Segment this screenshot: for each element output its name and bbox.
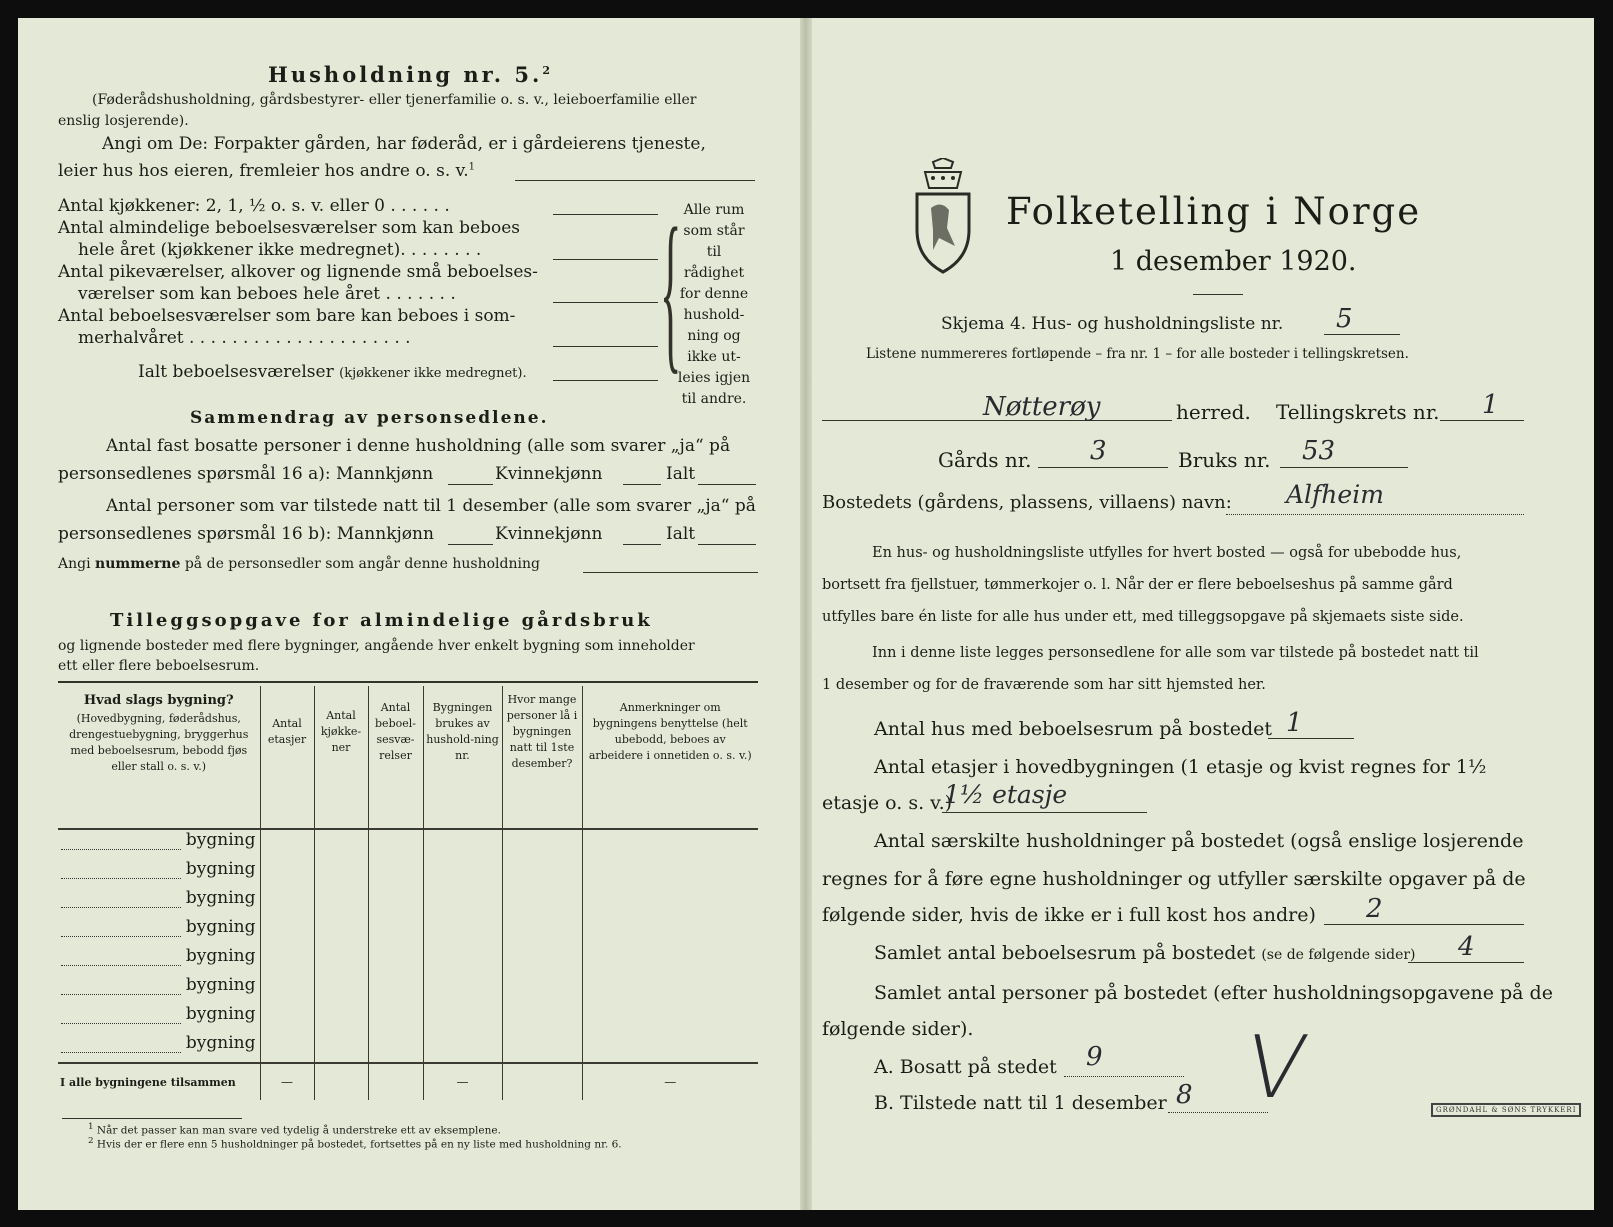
side-note-line: leies igjen [677,370,751,386]
bruks-line[interactable] [1280,467,1408,468]
tilstede-value: 8 [1176,1080,1193,1110]
row-label: bygning [58,859,260,888]
listene-note: Listene nummereres fortløpende – fra nr. 1 – for alle bosteder i tellingskretsen. [866,346,1409,362]
info1-line-3: utfylles bare én liste for alle hus under ett, med tilleggsopgave på skjemaets siste side. [822,609,1464,625]
table-row[interactable] [58,829,758,859]
tillegg-line-2: ett eller flere beboelsesrum. [58,658,260,674]
16b-total-label: Ialt [666,524,696,544]
samlet-rum-value: 4 [1458,932,1475,962]
16a-male-line[interactable] [448,484,493,485]
row-label: bygning [58,829,260,859]
footnote-rule [62,1118,242,1119]
side-note-line: ning og [687,328,741,344]
etasjer-line-1: Antal etasjer i hovedbygningen (1 etasje og kvist regnes for 1½ [874,756,1487,778]
herred-value: Nøtterøy [983,392,1101,422]
summary-line-1: Antal fast bosatte personer i denne husholdning (alle som svarer „ja“ på [106,436,731,456]
skjema-label: Skjema 4. Hus- og husholdningsliste nr. [941,314,1284,334]
side-note-line: rådighet [683,265,745,281]
samlet-rum-line[interactable] [1408,962,1524,963]
table-row[interactable] [58,975,758,1004]
summary-16b-label: personsedlenes spørsmål 16 b): Mannkjønn [58,524,434,544]
16b-total-line[interactable] [698,544,756,545]
table-row[interactable] [58,946,758,975]
rooms-brace: { [660,191,682,389]
nummerne-line: Angi nummerne på de personsedler som angår denne husholdning [58,556,540,572]
footnote-1: $^1$ Når det passer kan man svare ved tydelig å understreke ett av eksemplene. [88,1122,501,1137]
tilstede-label: B. Tilstede natt til 1 desember [874,1092,1167,1114]
skjema-nr-line[interactable] [1324,334,1400,335]
etasjer-line[interactable] [942,812,1147,813]
census-date: 1 desember 1920. [1110,246,1357,277]
summary-line-2: Antal personer som var tilstede natt til 1 desember (alle som svarer „ja“ på [106,496,756,516]
bosted-label: Bostedets (gårdens, plassens, villaens) navn: [822,492,1232,513]
row-label: bygning [58,1033,260,1063]
col-floors: Antal etasjer [260,686,314,829]
intro-line-1: (Føderådshusholdning, gårdsbestyrer- eller tjenerfamilie o. s. v., leieboerfamilie eller [92,92,697,108]
row-label: bygning [58,946,260,975]
ialt-rooms-answer-line[interactable] [553,380,658,381]
row-label: bygning [58,888,260,917]
gards-line[interactable] [1038,467,1168,468]
info2-line-1: Inn i denne liste legges personsedlene for alle som var tilstede på bostedet natt til [872,645,1479,661]
household-title: Husholdning nr. 5.$^2$ [268,62,553,87]
col-persons: Hvor mange personer lå i bygningen natt til 1ste desember? [502,686,582,829]
rooms-line-5: værelser som kan beboes hele året . . . . . . . [78,284,456,304]
etasjer-line-2: etasje o. s. v.) [822,792,953,814]
col-kitchens: Antal kjøkke-ner [314,686,368,829]
side-note-line: Alle rum [683,202,745,218]
bosatt-label: A. Bosatt på stedet [874,1056,1057,1078]
table-header-row [58,686,758,829]
saerskilte-line-3: følgende sider, hvis de ikke er i full kost hos andre) [822,904,1316,926]
hus-value: 1 [1286,708,1303,738]
total-floors-dash: — [260,1063,314,1100]
total-remarks-dash: — [582,1063,758,1100]
saerskilte-line-2: regnes for å føre egne husholdninger og utfyller særskilte opgaver på de [822,868,1526,890]
checkmark: V [1237,1018,1314,1118]
samlet-pers-line-2: følgende sider). [822,1018,974,1040]
tillegg-rule [58,681,758,683]
samlet-rum-label: Samlet antal beboelsesrum på bostedet (se de følgende sider) [874,942,1416,964]
rooms-line-4: Antal pikeværelser, alkover og lignende små beboelses- [58,262,538,282]
16a-female-line[interactable] [623,484,661,485]
16b-female-label: Kvinnekjønn [495,524,603,544]
side-note-line: til andre. [681,391,747,407]
table-row[interactable] [58,888,758,917]
row-label: bygning [58,917,260,946]
summary-title: Sammendrag av personsedlene. [190,408,549,428]
bosatt-line[interactable] [1064,1076,1184,1077]
rooms-line-1: Antal kjøkkener: 2, 1, ½ o. s. v. eller 0 . . . . . . [58,196,450,216]
summer-rooms-answer-line[interactable] [553,346,658,347]
norway-coat-of-arms-icon [911,158,975,274]
table-row[interactable] [58,1033,758,1063]
rooms-line-6: Antal beboelsesværelser som bare kan beboes i som- [58,306,516,326]
info1-line-2: bortsett fra fjellstuer, tømmerkojer o. l. Når der er flere beboelseshus på samme gård [822,577,1453,593]
footnote-2: $^2$ Hvis der er flere enn 5 husholdninger på bostedet, fortsettes på en ny liste med husholdning nr. 6. [88,1136,622,1151]
buildings-table [58,686,758,1100]
hus-line[interactable] [1268,738,1354,739]
title-divider [1193,294,1243,295]
16a-female-label: Kvinnekjønn [495,464,603,484]
tillegg-title: Tilleggsopgave for almindelige gårdsbruk [110,610,653,631]
row-label: bygning [58,975,260,1004]
hus-label: Antal hus med beboelsesrum på bostedet [874,718,1273,740]
16b-female-line[interactable] [623,544,661,545]
side-note-line: hushold- [683,307,745,323]
bosatt-value: 9 [1086,1042,1103,1072]
angi-line-1: Angi om De: Forpakter gården, har føderåd, er i gårdeierens tjeneste, [102,134,706,154]
angi-line-2: leier hus hos eieren, fremleier hos andre o. s. v.$^1$ [58,161,475,181]
total-label: I alle bygningene tilsammen [58,1063,260,1100]
gards-label: Gårds nr. [938,448,1032,472]
table-row[interactable] [58,917,758,946]
16a-total-line[interactable] [698,484,756,485]
page-fold [800,18,812,1210]
16b-male-line[interactable] [448,544,493,545]
census-sheet [18,18,1594,1210]
total-household-dash: — [423,1063,502,1100]
table-total-row [58,1063,758,1100]
tillegg-line-1: og lignende bosteder med flere bygninger, angående hver enkelt bygning som inneholder [58,638,695,654]
samlet-pers-line-1: Samlet antal personer på bostedet (efter husholdningsopgavene på de [874,982,1553,1004]
gards-value: 3 [1090,436,1107,466]
regular-rooms-answer-line[interactable] [553,259,658,260]
printer-stamp: GRØNDAHL & SØNS TRYKKERI [1431,1103,1581,1117]
bosted-value: Alfheim [1286,480,1384,509]
table-row[interactable] [58,1004,758,1033]
rooms-line-7: merhalvåret . . . . . . . . . . . . . . . . . . . . . [78,328,411,348]
main-title: Folketelling i Norge [1006,190,1422,233]
nummerne-answer-line[interactable] [583,572,758,573]
ialt-rooms-label: Ialt beboelsesværelser (kjøkkener ikke medregnet). [138,362,527,382]
table-row[interactable] [58,859,758,888]
krets-line[interactable] [1440,420,1524,421]
rooms-side-note [674,200,754,410]
krets-label: Tellingskrets nr. [1276,400,1440,424]
bruks-value: 53 [1302,436,1336,466]
herred-label: herred. [1176,400,1251,424]
small-rooms-answer-line[interactable] [553,302,658,303]
info1-line-1: En hus- og husholdningsliste utfylles for hvert bosted — også for ubebodde hus, [872,545,1462,561]
saerskilte-line-1: Antal særskilte husholdninger på bostedet (også enslige losjerende [874,830,1524,852]
col-rooms: Antal beboel-sesvæ-relser [368,686,423,829]
row-label: bygning [58,1004,260,1033]
col-household-nr: Bygningen brukes av hushold-ning nr. [423,686,502,829]
saerskilte-line[interactable] [1324,924,1524,925]
etasjer-value: 1½ etasje [944,780,1068,809]
krets-value: 1 [1482,390,1499,420]
16a-total-label: Ialt [666,464,696,484]
side-note-line: ikke ut- [687,349,741,365]
bruks-label: Bruks nr. [1178,448,1271,472]
kitchens-answer-line[interactable] [553,214,658,215]
skjema-nr-value: 5 [1336,304,1353,334]
bosted-line[interactable] [1226,514,1524,515]
col-building-type: Hvad slags bygning? (Hovedbygning, føderådshus, drengestuebygning, bryggerhus med beboelsesrum, bebodd fjøs eller stall o. s. v.) [58,686,260,829]
rooms-line-2: Antal almindelige beboelsesværelser som kan beboes [58,218,520,238]
summary-16a-label: personsedlenes spørsmål 16 a): Mannkjønn [58,464,434,484]
info2-line-2: 1 desember og for de fraværende som har sitt hjemsted her. [822,677,1266,693]
angi-answer-line[interactable] [515,180,755,181]
saerskilte-value: 2 [1366,894,1383,924]
intro-line-2: enslig losjerende). [58,113,189,129]
side-note-line: som står til [683,223,745,260]
col-remarks: Anmerkninger om bygningens benyttelse (helt ubebodd, beboes av arbeidere i onnetiden o. s. v.) [582,686,758,829]
side-note-line: for denne [679,286,749,302]
rooms-line-3: hele året (kjøkkener ikke medregnet). . . . . . . . [78,240,482,260]
